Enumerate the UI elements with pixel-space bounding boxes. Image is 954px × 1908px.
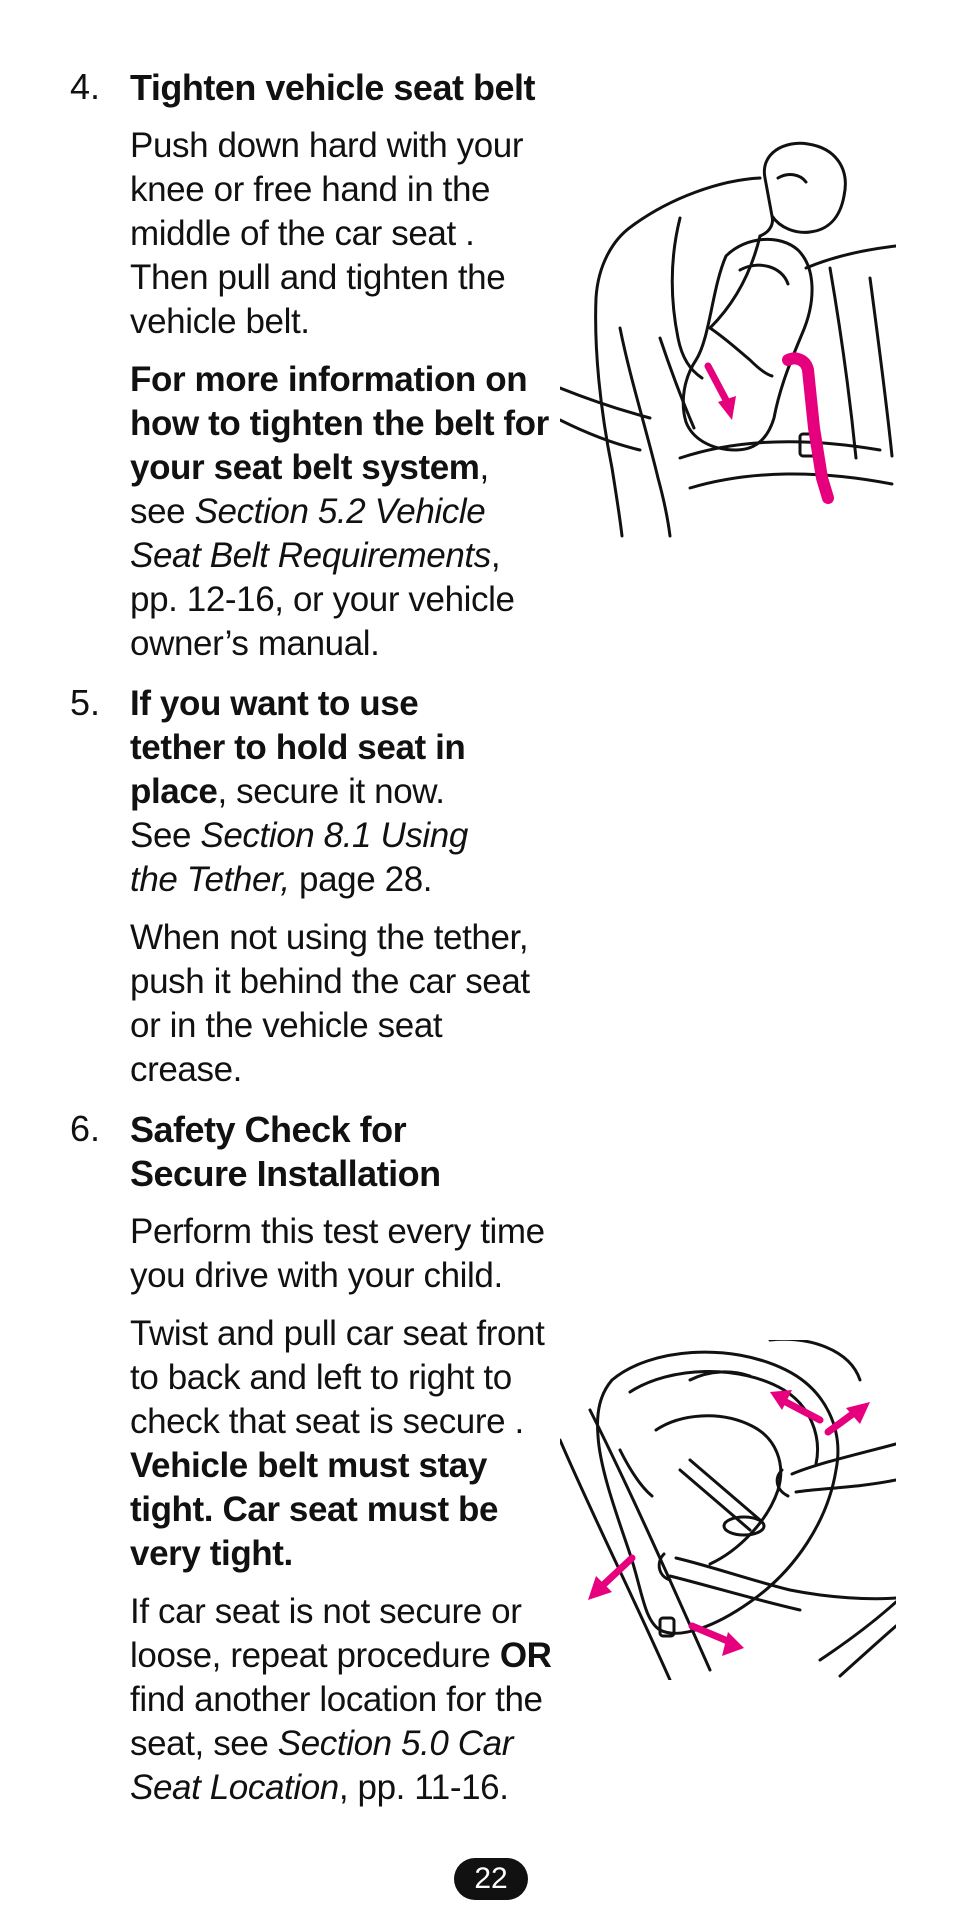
step-4 [70, 66, 550, 666]
hair-line [778, 175, 806, 182]
arm-lower [710, 328, 772, 376]
head-shape [764, 143, 845, 232]
vehicle-belt-highlight [788, 358, 828, 498]
leg-front [620, 328, 670, 536]
step-paragraph: If car seat is not secure or loose, repeat procedure OR find another location for the seat, see Section 5.0 Car Seat Location, pp. 11-16. [130, 1592, 552, 1807]
step-number: 4. [70, 66, 101, 107]
harness-strap [690, 1460, 760, 1520]
hand-left-arm [670, 1576, 800, 1610]
step-heading: Safety Check for Secure Installation [130, 1109, 441, 1194]
push-down-arrow [708, 366, 736, 420]
chin-line [760, 216, 773, 236]
safety-check-illustration [560, 1340, 896, 1680]
vehicle-seat-edge [870, 278, 892, 456]
arm-upper [672, 218, 702, 378]
vehicle-seat-top [806, 246, 896, 268]
vehicle-seat-line [560, 1440, 670, 1680]
hand-right-arm [792, 1444, 896, 1474]
seat-logo-mark [620, 1450, 652, 1496]
page-number: 22 [454, 1858, 528, 1900]
floor-line [560, 420, 640, 450]
step-number: 5. [70, 682, 101, 723]
step-paragraph: For more information on how to tighten the belt for your seat belt system, see Section 5.2 Vehicle Seat Belt Requirements, pp. 12-16, or your vehicle owner’s manual. [130, 360, 549, 663]
harness-strap [680, 1470, 750, 1530]
tighten-belt-illustration [560, 138, 896, 538]
step-paragraph: If you want to use tether to hold seat in place, secure it now. See Section 8.1 Using the Tether, page 28. [130, 684, 468, 899]
vehicle-seat-edge [820, 1602, 896, 1660]
step-5 [70, 682, 550, 1092]
leg-back [660, 338, 694, 428]
vehicle-seat-edge [840, 1626, 896, 1676]
step-paragraph: When not using the tether, push it behind the car seat or in the vehicle seat crease. [130, 918, 530, 1089]
vehicle-seat-back [830, 268, 856, 458]
arrow-head [722, 1632, 744, 1656]
step-heading: Tighten vehicle seat belt [130, 67, 535, 108]
step-paragraph: Push down hard with your knee or free hand in the middle of the car seat . Then pull and tighten the vehicle belt. [130, 126, 524, 341]
hand-right-arm [796, 1480, 896, 1492]
step-paragraph: Perform this test every time you drive with your child. [130, 1212, 545, 1295]
vehicle-seat-front [690, 474, 892, 488]
step-paragraph: Twist and pull car seat front to back and left to right to check that seat is secure . Vehicle belt must stay tight. Car seat must be very tight. [130, 1314, 545, 1573]
car-seat-inner [656, 1416, 781, 1564]
vehicle-seat-top [770, 1340, 860, 1380]
step-6 [70, 1108, 550, 1810]
step-number: 6. [70, 1108, 101, 1149]
